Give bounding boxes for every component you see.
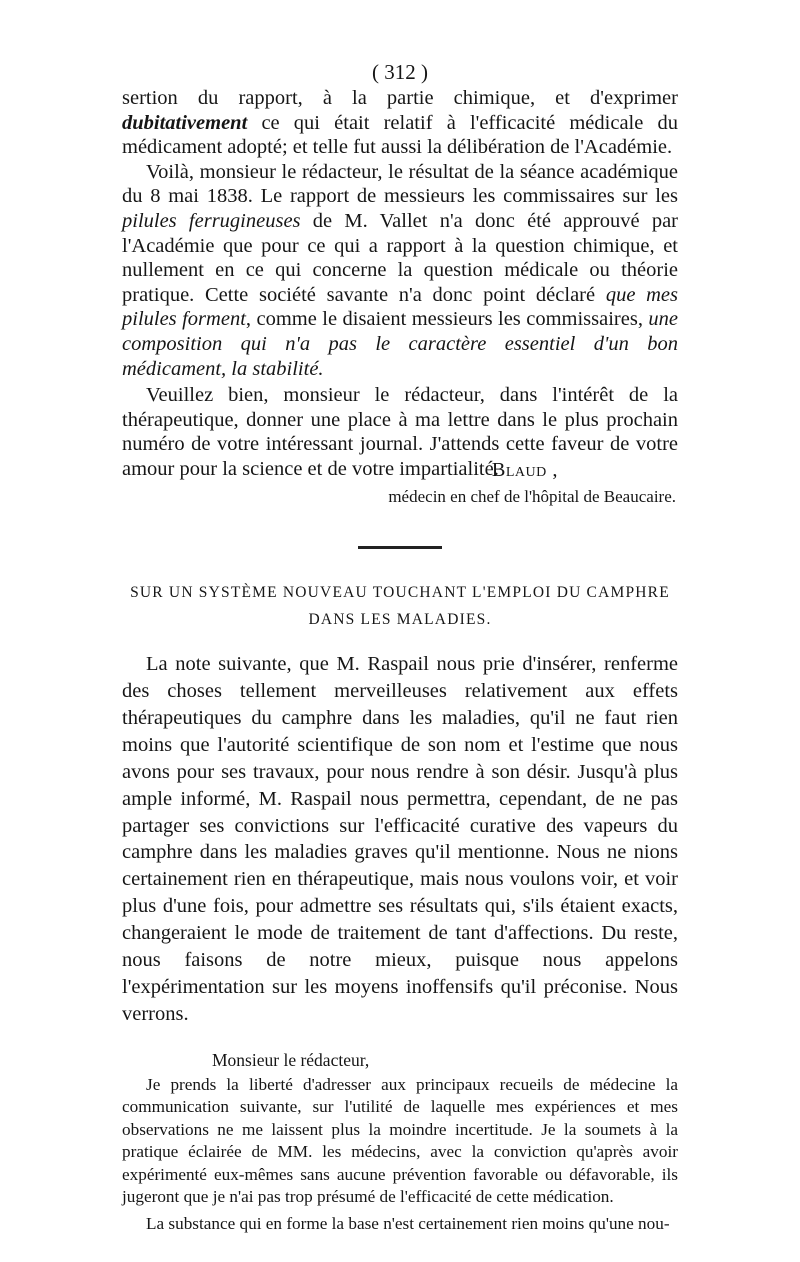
p2-italic-1: pilules ferrugineuses (122, 209, 301, 232)
article-intro (122, 651, 678, 1028)
page-number: ( 312 ) (372, 60, 428, 84)
article-title-line-2: DANS LES MALADIES. (308, 611, 492, 629)
letter-salutation: Monsieur le rédacteur, (212, 1049, 370, 1070)
article-title-line-1: SUR UN SYSTÈME NOUVEAU TOUCHANT L'EMPLOI DU CAMPHRE (130, 584, 670, 602)
paragraph-continuation (122, 86, 678, 160)
previous-article-end (122, 86, 678, 508)
p2-italic-3: une composition qui n'a pas le caractère essentiel d'un bon médicament, la stabilité. (122, 308, 678, 380)
p2-text-c: , comme le disaient messieurs les commissaires, (245, 308, 649, 331)
section-divider (358, 546, 442, 549)
article (122, 579, 678, 1235)
p1-text-a: sertion du rapport, à la partie chimique, et d'exprimer (122, 87, 678, 109)
signature-name: Blaud , (491, 458, 558, 481)
p1-text-b: ce qui était relatif à l'efficacité médicale du médicament adopté; et telle fut aussi la délibération de l'Académie. (122, 111, 678, 159)
letter-paragraph-1: Je prends la liberté d'adresser aux principaux recueils de médecine la communication suivante, sur l'utilité de laquelle mes expériences et mes observations ne me laissent plus la moindre incertitude. Je la soumets à la pratique éclairée de MM. les médecins, avec la conviction qu'après avoir expérimenté eux-mêmes sans aucune prévention favorable ou défavorable, ils jugeront que je n'ai pas trop présumé de l'efficacité de cette médication. (122, 1074, 678, 1207)
p2-text-b: de M. Vallet n'a donc été approuvé par l'Académie que pour ce qui a rapport à la question chimique, et nullement en ce qui concerne la question médicale ou théorie pratique. Cette société savante n'a donc point déclaré (122, 209, 678, 306)
letter-paragraph-2: La substance qui en forme la base n'est certainement rien moins qu'une nou- (146, 1213, 670, 1233)
p1-italic: dubitativement (122, 111, 248, 134)
p2-italic-2: que mes pilules forment (122, 283, 679, 331)
paragraph-request: Veuillez bien, monsieur le rédacteur, dans l'intérêt de la thérapeutique, donner une place à ma lettre dans le plus prochain numéro de votre intéressant journal. J'attends cette faveur de votre amour pour la science et de votre impartialité. (122, 384, 678, 480)
paragraph-result (122, 160, 678, 381)
document-page (122, 58, 678, 1235)
p2-text-a: Voilà, monsieur le rédacteur, le résultat de la séance académique du 8 mai 1838. Le rapport de messieurs les commissaires sur les (122, 160, 678, 208)
paragraph-intro: La note suivante, que M. Raspail nous prie d'insérer, renferme des choses tellement merveilleuses relativement aux effets thérapeutiques du camphre dans les maladies, qu'il ne faut rien moins que l'autorité scientifique de son nom et l'estime que nous avons pour ses travaux, pour nous rendre à son désir. Jusqu'à plus ample informé, M. Raspail nous permettra, cependant, de ne pas partager ses convictions sur l'efficacité curative des vapeurs du camphre dans les maladies graves qu'il mentionne. Nous ne nions certainement rien en thérapeutique, mais nous voulons voir, et voir plus d'une fois, pour admettre ses résultats qui, s'ils étaient exacts, changeraient le mode de traitement de tant d'affections. Du reste, nous faisons de notre mieux, puisque nous appelons l'expérimentation sur les moyens inoffensifs qu'il préconise. Nous verrons. (122, 653, 678, 1025)
letter (122, 1048, 678, 1236)
signature-role: médecin en chef de l'hôpital de Beaucaire. (388, 487, 676, 507)
